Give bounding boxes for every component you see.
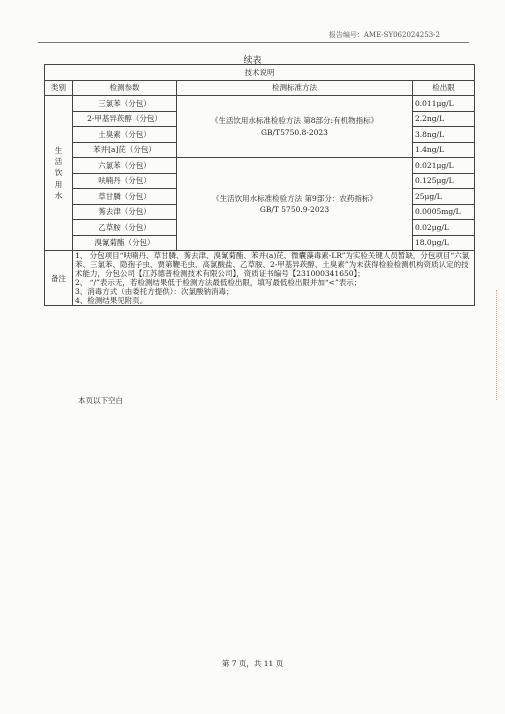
- section-header: 技术说明: [45, 65, 475, 81]
- blank-below-note: 本页以下空白: [78, 396, 123, 405]
- column-header-row: [45, 80, 475, 96]
- report-number: 报告编号：AME-SY062024253-2: [328, 31, 440, 39]
- seal-edge-mark: [496, 290, 503, 400]
- remark-item: 4、检测结果见附页。: [75, 296, 148, 305]
- parameter-cell: 莠去津（分包）: [73, 204, 177, 220]
- remark-item: 1、 分包项目“呋喃丹、草甘膦、莠去津、溴氰菊酯、苯并(a)芘、微囊藻毒素-LR”为实验关键人员暂缺，分包项目“六氯苯、三氯苯、隐孢子虫、贾第鞭毛虫、高氯酸盐、乙草胺、2-甲基异莰醇、土臭素”为未获得检验检测机构资质认定的技术能力，分包公司【江苏德普检测技术有限公司】，资质证书编号【231000341650】；: [75, 251, 470, 278]
- parameter-cell: 2-甲基异莰醇（分包）: [73, 111, 177, 127]
- limit-cell: 25μg/L: [413, 189, 475, 205]
- table-row: [45, 158, 475, 174]
- category-char: 生: [54, 145, 63, 155]
- limit-cell: 18.0μg/L: [413, 235, 475, 251]
- category-char: 饮: [54, 168, 63, 178]
- section-header-row: [45, 65, 475, 81]
- category-char: 水: [54, 190, 63, 200]
- limit-cell: 3.8ng/L: [413, 127, 475, 143]
- remark-item: 3、消毒方式（由委托方提供）：次氯酸钠消毒；: [75, 287, 234, 296]
- remarks-content: [73, 251, 475, 306]
- limit-cell: 0.011μg/L: [413, 96, 475, 112]
- method-cell-pesticide: [177, 158, 413, 251]
- limit-cell: 2.2ng/L: [413, 111, 475, 127]
- parameter-cell: 六氯苯（分包）: [73, 158, 177, 174]
- limit-cell: 0.02μg/L: [413, 220, 475, 236]
- parameter-cell: 乙草胺（分包）: [73, 220, 177, 236]
- method-code: GB/T 5750.9-2023: [259, 205, 330, 214]
- parameter-cell: 溴氰菊酯（分包）: [73, 235, 177, 251]
- limit-cell: 0.0005mg/L: [413, 204, 475, 220]
- category-char: 活: [54, 157, 63, 167]
- header-method: 检测标准方法: [177, 80, 413, 96]
- remark-item: 2、 “/”表示无，若检测结果低于检测方法最低检出限，填写最低检出限并加“<”表示；: [75, 278, 362, 287]
- technical-table: [44, 64, 475, 306]
- limit-cell: 0.021μg/L: [413, 158, 475, 174]
- category-char: 用: [54, 179, 63, 189]
- parameter-cell: 草甘膦（分包）: [73, 189, 177, 205]
- parameter-cell: 土臭素（分包）: [73, 127, 177, 143]
- header-limit: 检出限: [413, 80, 475, 96]
- parameter-cell: 三氯苯（分包）: [73, 96, 177, 112]
- category-cell: [45, 96, 73, 251]
- method-title: 《生活饮用水标准检验方法 第8部分:有机物指标》: [210, 116, 379, 126]
- document-title: 续表: [243, 56, 262, 66]
- limit-cell: 0.125μg/L: [413, 173, 475, 189]
- method-title: 《生活饮用水标准检验方法 第9部分：农药指标》: [212, 193, 377, 203]
- method-cell-organic: [177, 96, 413, 158]
- header-parameter: 检测参数: [73, 80, 177, 96]
- remarks-row: [45, 251, 475, 306]
- remarks-label: 备注: [45, 251, 73, 306]
- header-category: 类别: [45, 80, 73, 96]
- table-row: [45, 96, 475, 112]
- parameter-cell: 苯并[a]芘（分包）: [73, 142, 177, 158]
- method-code: GB/T5750.8-2023: [261, 127, 328, 137]
- page-footer: 第 7 页，共 11 页: [221, 659, 284, 668]
- limit-cell: 1.4ng/L: [413, 142, 475, 158]
- header-divider: [38, 42, 469, 43]
- parameter-cell: 呋喃丹（分包）: [73, 173, 177, 189]
